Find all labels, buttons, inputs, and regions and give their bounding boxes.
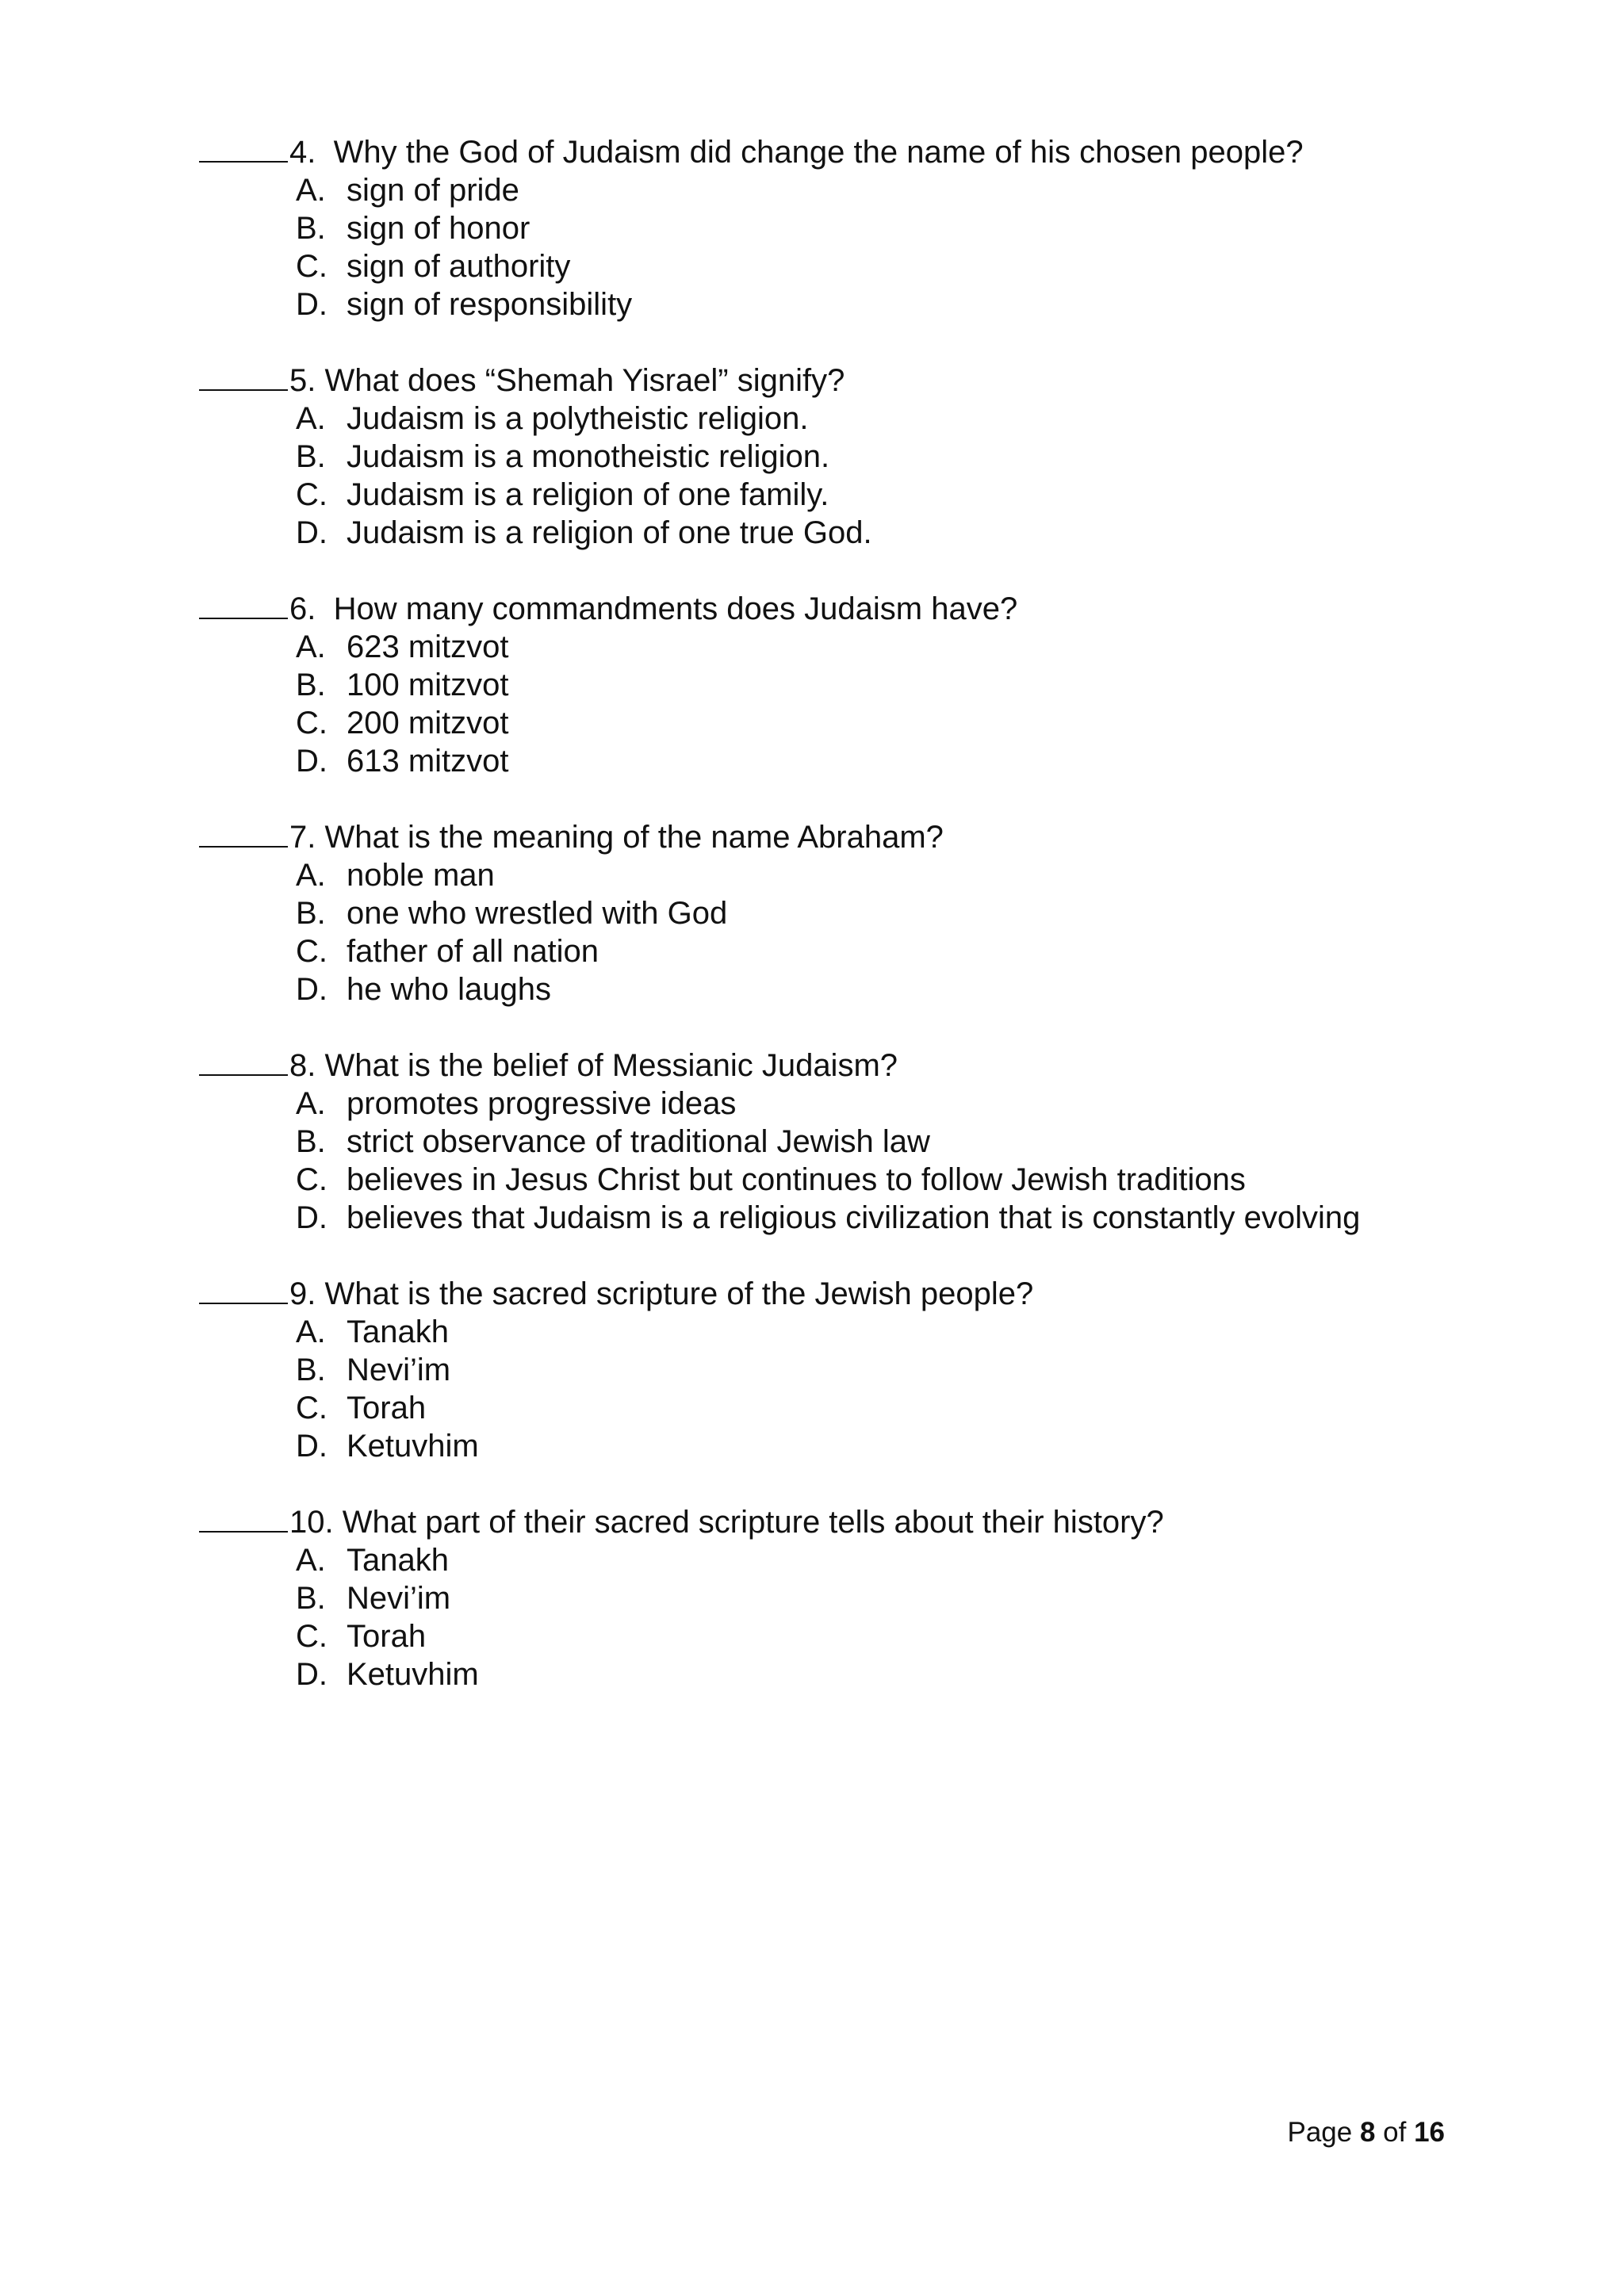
- choice-item: [296, 704, 1468, 742]
- choice-text: Judaism is a polytheistic religion.: [347, 401, 809, 436]
- choice-text: noble man: [347, 858, 495, 893]
- choice-letter: C.: [296, 1619, 327, 1654]
- question-text: What is the belief of Messianic Judaism?: [316, 1048, 898, 1083]
- choice-text: believes in Jesus Christ but continues to follow Jewish traditions: [347, 1162, 1246, 1197]
- choice-letter: D.: [296, 1200, 327, 1235]
- choice-text: believes that Judaism is a religious civilization that is constantly evolving: [347, 1200, 1361, 1235]
- question-number: 5.: [289, 363, 316, 398]
- question-item: [199, 590, 1468, 780]
- question-item: [199, 362, 1468, 552]
- choice-list: [199, 1313, 1468, 1465]
- choice-item: [296, 1617, 1468, 1655]
- choice-item: [296, 1579, 1468, 1617]
- choice-letter: D.: [296, 744, 327, 779]
- choice-letter: A.: [296, 1543, 326, 1578]
- question-item: [199, 1503, 1468, 1693]
- choice-item: [296, 209, 1468, 247]
- choice-text: 200 mitzvot: [347, 706, 509, 740]
- choice-list: [199, 400, 1468, 552]
- choice-text: promotes progressive ideas: [347, 1086, 737, 1121]
- choice-text: Judaism is a religion of one family.: [347, 477, 829, 512]
- choice-text: one who wrestled with God: [347, 896, 728, 931]
- choice-item: [296, 1351, 1468, 1389]
- question-item: [199, 818, 1468, 1008]
- question-number: 8.: [289, 1048, 316, 1083]
- choice-list: [199, 171, 1468, 323]
- choice-letter: C.: [296, 706, 327, 740]
- answer-blank[interactable]: [199, 819, 288, 848]
- choice-list: [199, 856, 1468, 1008]
- choice-letter: B.: [296, 896, 326, 931]
- answer-blank[interactable]: [199, 1047, 288, 1076]
- choice-text: father of all nation: [347, 934, 599, 969]
- choice-letter: A.: [296, 629, 326, 664]
- choice-item: [296, 1123, 1468, 1161]
- question-text: What does “Shemah Yisrael” signify?: [316, 363, 845, 398]
- question-line: [199, 133, 1468, 171]
- choice-text: sign of honor: [347, 211, 530, 246]
- question-line: [199, 1275, 1468, 1313]
- answer-blank[interactable]: [199, 1276, 288, 1304]
- choice-text: Ketuvhim: [347, 1429, 479, 1464]
- choice-letter: B.: [296, 1353, 326, 1387]
- choice-text: Nevi’im: [347, 1581, 451, 1616]
- choice-item: [296, 932, 1468, 970]
- choice-item: [296, 171, 1468, 209]
- choice-letter: B.: [296, 1581, 326, 1616]
- choice-letter: A.: [296, 858, 326, 893]
- choice-letter: B.: [296, 211, 326, 246]
- choice-letter: C.: [296, 249, 327, 284]
- choice-item: [296, 247, 1468, 285]
- question-number: 6.: [289, 591, 316, 626]
- choice-letter: D.: [296, 1657, 327, 1692]
- choice-letter: A.: [296, 1086, 326, 1121]
- question-list: [199, 133, 1468, 1732]
- choice-item: [296, 476, 1468, 514]
- question-line: [199, 1503, 1468, 1541]
- question-line: [199, 1047, 1468, 1085]
- choice-item: [296, 1313, 1468, 1351]
- question-text: How many commandments does Judaism have?: [316, 591, 1018, 626]
- question-line: [199, 362, 1468, 400]
- answer-blank[interactable]: [199, 362, 288, 391]
- question-item: [199, 1275, 1468, 1465]
- answer-blank[interactable]: [199, 591, 288, 619]
- choice-item: [296, 1655, 1468, 1693]
- choice-item: [296, 742, 1468, 780]
- choice-item: [296, 1389, 1468, 1427]
- choice-text: Tanakh: [347, 1314, 449, 1349]
- choice-item: [296, 628, 1468, 666]
- choice-item: [296, 1427, 1468, 1465]
- choice-letter: A.: [296, 401, 326, 436]
- choice-item: [296, 514, 1468, 552]
- choice-text: he who laughs: [347, 972, 551, 1007]
- choice-letter: D.: [296, 515, 327, 550]
- page-number-total: 16: [1414, 2117, 1445, 2148]
- choice-letter: D.: [296, 972, 327, 1007]
- choice-item: [296, 894, 1468, 932]
- choice-letter: C.: [296, 477, 327, 512]
- choice-letter: C.: [296, 1391, 327, 1425]
- choice-letter: B.: [296, 1124, 326, 1159]
- choice-text: Tanakh: [347, 1543, 449, 1578]
- answer-blank[interactable]: [199, 134, 288, 163]
- choice-letter: A.: [296, 1314, 326, 1349]
- choice-text: Nevi’im: [347, 1353, 451, 1387]
- choice-letter: C.: [296, 934, 327, 969]
- choice-text: 613 mitzvot: [347, 744, 509, 779]
- question-line: [199, 818, 1468, 856]
- question-number: 9.: [289, 1276, 316, 1311]
- choice-list: [199, 1085, 1468, 1237]
- question-text: What is the meaning of the name Abraham?: [316, 820, 944, 855]
- choice-item: [296, 1161, 1468, 1199]
- question-number: 4.: [289, 135, 316, 170]
- choice-item: [296, 1199, 1468, 1237]
- question-item: [199, 1047, 1468, 1237]
- question-item: [199, 133, 1468, 323]
- choice-item: [296, 400, 1468, 438]
- choice-letter: C.: [296, 1162, 327, 1197]
- choice-text: strict observance of traditional Jewish law: [347, 1124, 930, 1159]
- choice-item: [296, 970, 1468, 1008]
- choice-text: 100 mitzvot: [347, 668, 509, 702]
- choice-text: sign of pride: [347, 173, 519, 208]
- choice-item: [296, 285, 1468, 323]
- choice-text: 623 mitzvot: [347, 629, 509, 664]
- page-number-prefix: Page: [1287, 2117, 1360, 2148]
- choice-letter: B.: [296, 439, 326, 474]
- question-number: 7.: [289, 820, 316, 855]
- choice-item: [296, 1541, 1468, 1579]
- choice-list: [199, 628, 1468, 780]
- choice-text: Ketuvhim: [347, 1657, 479, 1692]
- choice-text: Torah: [347, 1619, 427, 1654]
- page-number-separator: of: [1375, 2117, 1415, 2148]
- choice-text: Judaism is a monotheistic religion.: [347, 439, 830, 474]
- choice-text: Judaism is a religion of one true God.: [347, 515, 872, 550]
- choice-letter: A.: [296, 173, 326, 208]
- choice-item: [296, 438, 1468, 476]
- choice-text: sign of authority: [347, 249, 571, 284]
- choice-text: Torah: [347, 1391, 427, 1425]
- question-text: What part of their sacred scripture tells about their history?: [333, 1505, 1164, 1540]
- page-number-current: 8: [1359, 2117, 1376, 2148]
- choice-letter: B.: [296, 668, 326, 702]
- answer-blank[interactable]: [199, 1504, 288, 1533]
- page-number: [1287, 2117, 1445, 2149]
- question-text: Why the God of Judaism did change the name of his chosen people?: [316, 135, 1304, 170]
- choice-list: [199, 1541, 1468, 1693]
- question-number: 10.: [289, 1505, 334, 1540]
- choice-item: [296, 856, 1468, 894]
- choice-letter: D.: [296, 1429, 327, 1464]
- choice-item: [296, 666, 1468, 704]
- choice-item: [296, 1085, 1468, 1123]
- question-text: What is the sacred scripture of the Jewish people?: [316, 1276, 1034, 1311]
- choice-text: sign of responsibility: [347, 287, 633, 322]
- choice-letter: D.: [296, 287, 327, 322]
- question-line: [199, 590, 1468, 628]
